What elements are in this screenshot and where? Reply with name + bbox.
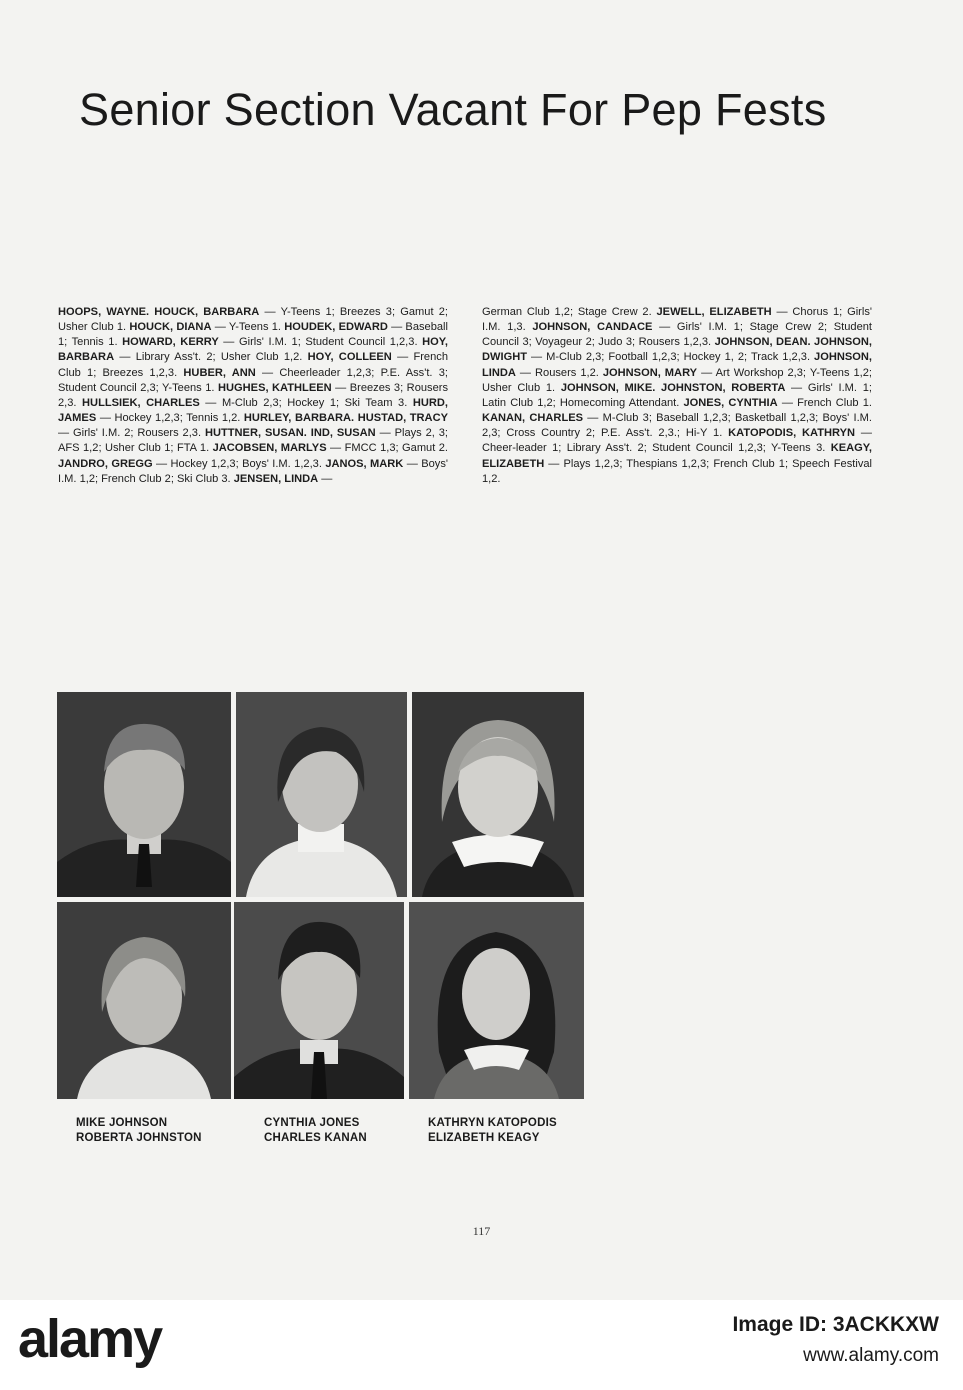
student-name: JANOS, MARK: [325, 457, 404, 470]
student-name: JOHNSON, MARY: [602, 366, 698, 379]
activity-list: — M-Club 3; Baseball 1,2,3; Basketball 1,2,3; Boys' I.M. 2,3; Cross Country 2; P.E. Ass't. 2,3.; Hi-Y 1.: [482, 412, 873, 440]
portrait-charles-kanan: [57, 902, 231, 1099]
image-id-label: Image ID: 3ACKKXW: [732, 1313, 939, 1336]
caption-name: ROBERTA JOHNSTON: [76, 1132, 202, 1144]
activity-list: — M-Club 2,3; Football 1,2,3; Hockey 1, 2; Track 1,2,3.: [526, 351, 815, 364]
text-column-left: [58, 305, 448, 487]
student-name: HOUDEK, EDWARD: [284, 321, 388, 334]
page-title: Senior Section Vacant For Pep Fests: [79, 84, 827, 135]
activity-list: — Baseball 1; Tennis 1.: [58, 321, 448, 349]
activity-list: — Chorus 1; Girls' I.M. 1,3.: [482, 306, 872, 334]
portrait-kathryn-katopodis: [234, 902, 404, 1099]
student-name: HOY, COLLEEN: [307, 351, 392, 364]
portrait-cynthia-jones: [412, 692, 584, 897]
activity-list: — Art Workshop 2,3; Y-Teens 1,2; Usher Club 1.: [482, 366, 873, 394]
student-name: HOOPS, WAYNE. HOUCK, BARBARA: [58, 306, 260, 318]
student-name: JENSEN, LINDA: [233, 472, 319, 485]
activity-list: — Hockey 1,2,3; Boys' I.M. 1,2,3.: [152, 457, 326, 470]
caption-column-1: [76, 1116, 202, 1146]
student-name: HURLEY, BARBARA. HUSTAD, TRACY: [243, 412, 448, 425]
activity-list: — Hockey 1,2,3; Tennis 1,2.: [96, 412, 244, 425]
student-name: JANDRO, GREGG: [58, 457, 153, 470]
activity-list: — French Club 1.: [777, 396, 872, 409]
student-name: JOHNSON, MIKE. JOHNSTON, ROBERTA: [560, 381, 786, 394]
activity-list: — Boys' I.M. 1,2; French Club 2; Ski Club 3.: [58, 457, 448, 485]
activity-list: — M-Club 2,3; Hockey 1; Ski Team 3.: [199, 396, 413, 409]
student-name: HULLSIEK, CHARLES: [82, 396, 200, 409]
student-name: KANAN, CHARLES: [482, 412, 584, 425]
student-name: KATOPODIS, KATHRYN: [728, 427, 856, 440]
activity-list: — Y-Teens 1.: [211, 321, 285, 334]
activity-list: — Girls' I.M. 1; Stage Crew 2; Student Council 3; Voyageur 2; Judo 3; Rousers 1,2,3.: [482, 321, 872, 349]
caption-column-3: [428, 1116, 557, 1146]
activity-list: — FMCC 1,3; Gamut 2.: [326, 442, 448, 455]
activity-list: — Cheerleader 1,2,3; P.E. Ass't. 3; Student Council 2,3; Y-Teens 1.: [58, 366, 448, 394]
portrait-roberta-johnston: [236, 692, 407, 897]
activity-list: — Girls' I.M. 1; Latin Club 1,2; Homecoming Attendant.: [482, 381, 872, 409]
student-name: JOHNSON, LINDA: [482, 351, 872, 379]
student-name: HOUCK, DIANA: [129, 321, 212, 334]
activity-list: — Cheer-leader 1; Library Ass't. 2; Student Council 1,2,3; Y-Teens 3.: [482, 427, 872, 455]
activity-list: — French Club 1; Breezes 1,2,3.: [58, 351, 448, 379]
caption-name: MIKE JOHNSON: [76, 1117, 168, 1129]
caption-name: CHARLES KANAN: [264, 1132, 367, 1144]
activity-list: — Girls' I.M. 1; Student Council 1,2,3.: [218, 336, 423, 349]
student-name: KEAGY, ELIZABETH: [482, 442, 872, 470]
student-name: HUTTNER, SUSAN. IND, SUSAN: [204, 427, 376, 440]
portrait-elizabeth-keagy: [409, 902, 584, 1099]
student-name: HUGHES, KATHLEEN: [218, 381, 332, 394]
watermark-stock-id: [732, 1313, 939, 1367]
student-name: JEWELL, ELIZABETH: [656, 306, 772, 318]
activity-list: — Library Ass't. 2; Usher Club 1,2.: [114, 351, 308, 364]
activity-list: —: [318, 472, 333, 485]
watermark-brand-logo: alamy: [18, 1309, 162, 1369]
student-name: JONES, CYNTHIA: [683, 396, 778, 409]
activity-list: — Rousers 1,2.: [515, 366, 603, 379]
activity-list: German Club 1,2; Stage Crew 2.: [482, 306, 657, 318]
portrait-mike-johnson: [57, 692, 231, 897]
student-name: HURD, JAMES: [58, 396, 448, 425]
caption-name: KATHRYN KATOPODIS: [428, 1117, 557, 1129]
student-name: JACOBSEN, MARLYS: [212, 442, 327, 455]
student-name: JOHNSON, CANDACE: [532, 321, 653, 334]
caption-name: ELIZABETH KEAGY: [428, 1132, 540, 1144]
activity-list: — Plays 2, 3; AFS 1,2; Usher Club 1; FTA 1.: [58, 427, 449, 455]
student-name: HOWARD, KERRY: [122, 336, 219, 349]
activity-list: — Breezes 3; Rousers 2,3.: [58, 381, 448, 409]
student-name: HOY, BARBARA: [58, 336, 449, 364]
activity-list: — Girls' I.M. 2; Rousers 2,3.: [58, 427, 205, 440]
student-name: HUBER, ANN: [183, 366, 256, 379]
site-url: www.alamy.com: [803, 1345, 939, 1366]
activity-list: — Plays 1,2,3; Thespians 1,2,3; French Club 1; Speech Festival 1,2.: [482, 457, 872, 485]
student-name: JOHNSON, DEAN. JOHNSON, DWIGHT: [482, 336, 872, 364]
page-number: 117: [472, 1224, 491, 1238]
activity-list: — Y-Teens 1; Breezes 3; Gamut 2; Usher Club 1.: [58, 306, 448, 334]
caption-name: CYNTHIA JONES: [264, 1117, 360, 1129]
caption-column-2: [264, 1116, 367, 1146]
text-column-right: [482, 305, 872, 487]
